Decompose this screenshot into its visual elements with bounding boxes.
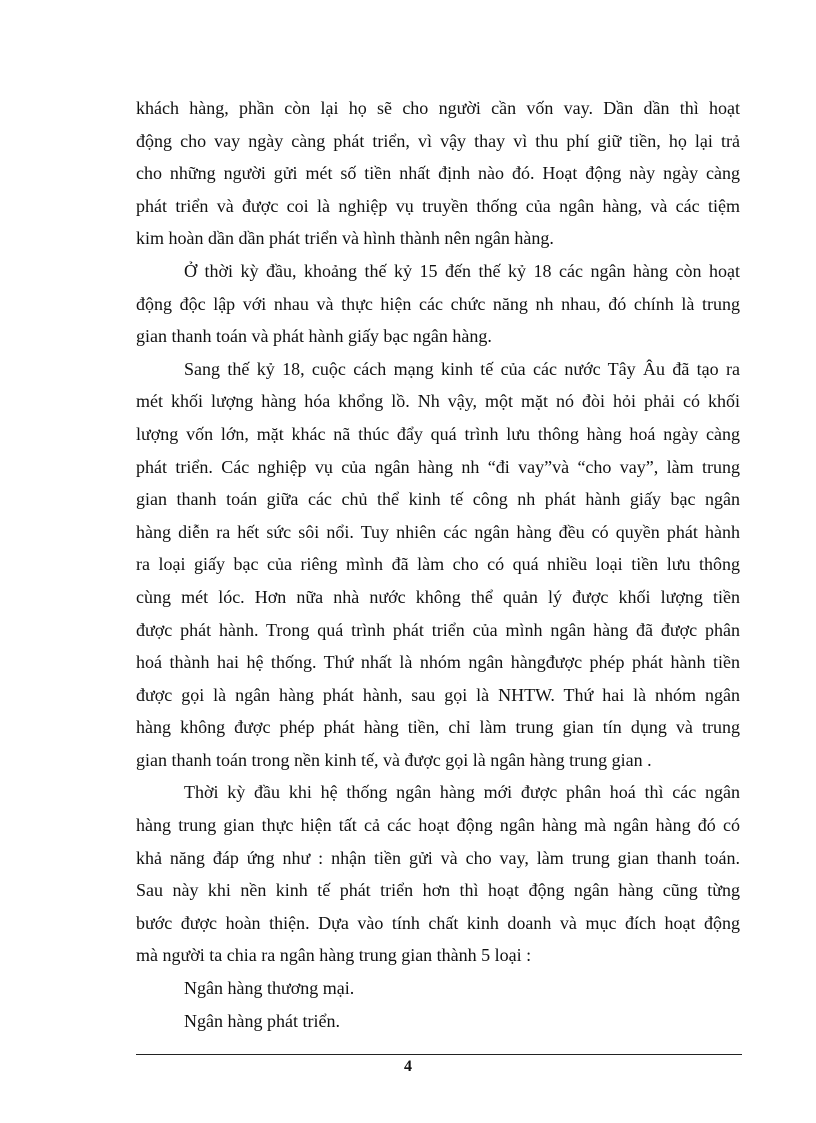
list-item: Ngân hàng phát triển. [184, 1010, 340, 1031]
paragraph-start-line: Thời kỳ đầu khi hệ thống ngân hàng mới được phân hoá thì các ngân [184, 782, 740, 803]
text-line: gian thanh toán trong nền kinh tế, và được gọi là ngân hàng trung gian . [136, 749, 652, 770]
text-line: phát triển và được coi là nghiệp vụ truyền thống của ngân hàng, và các tiệm [136, 195, 740, 216]
text-line: được phát hành. Trong quá trình phát triển của mình ngân hàng đã được phân [136, 619, 740, 640]
text-line: khả năng đáp ứng như : nhận tiền gửi và cho vay, làm trung gian thanh toán. [136, 847, 740, 868]
text-line: cho những người gửi mét số tiền nhất định nào đó. Hoạt động này ngày càng [136, 163, 740, 184]
document-body [136, 92, 740, 1037]
footer-divider [136, 1054, 742, 1055]
text-line: hoá thành hai hệ thống. Thứ nhất là nhóm ngân hàngđược phép phát hành tiền [136, 652, 740, 673]
text-line: được gọi là ngân hàng phát hành, sau gọi là NHTW. Thứ hai là nhóm ngân [136, 684, 740, 705]
paragraph-start-line: Ở thời kỳ đầu, khoảng thế kỷ 15 đến thế kỷ 18 các ngân hàng còn hoạt [184, 260, 740, 281]
text-line: lượng vốn lớn, mặt khác nã thúc đẩy quá trình lưu thông hàng hoá ngày càng [136, 423, 740, 444]
list-item: Ngân hàng thương mại. [184, 978, 355, 999]
text-line: hàng diễn ra hết sức sôi nổi. Tuy nhiên các ngân hàng đều có quyền phát hành [136, 521, 740, 542]
text-line: kim hoàn dần dần phát triển và hình thành nên ngân hàng. [136, 228, 554, 249]
text-line: cùng mét lóc. Hơn nữa nhà nước không thể quản lý được khối lượng tiền [136, 586, 740, 607]
text-line: động cho vay ngày càng phát triển, vì vậy thay vì thu phí giữ tiền, họ lại trả [136, 130, 740, 151]
text-line: gian thanh toán và phát hành giấy bạc ngân hàng. [136, 326, 492, 347]
text-line: động độc lập với nhau và thực hiện các chức năng nh nhau, đó chính là trung [136, 293, 740, 314]
text-line: hàng trung gian thực hiện tất cả các hoạt động ngân hàng mà ngân hàng đó có [136, 815, 740, 836]
text-line: mà người ta chia ra ngân hàng trung gian thành 5 loại : [136, 945, 532, 966]
text-line: Sau này khi nền kinh tế phát triển hơn thì hoạt động ngân hàng cũng từng [136, 880, 740, 901]
text-line: mét khối lượng hàng hóa khổng lồ. Nh vậy, một mặt nó đòi hỏi phải có khối [136, 391, 740, 412]
paragraph-start-line: Sang thế kỷ 18, cuộc cách mạng kinh tế của các nước Tây Âu đã tạo ra [184, 358, 740, 379]
text-line: hàng không được phép phát hàng tiền, chỉ làm trung gian tín dụng và trung [136, 717, 740, 738]
text-line: khách hàng, phần còn lại họ sẽ cho người cần vốn vay. Dần dần thì hoạt [136, 98, 740, 118]
text-line: ra loại giấy bạc của riêng mình đã làm cho có quá nhiều loại tiền lưu thông [136, 554, 740, 575]
page-number: 4 [404, 1058, 412, 1075]
text-line: bước được hoàn thiện. Dựa vào tính chất kinh doanh và mục đích hoạt động [136, 912, 740, 933]
text-line: phát triển. Các nghiệp vụ của ngân hàng nh “đi vay”và “cho vay”, làm trung [136, 456, 740, 477]
text-line: gian thanh toán giữa các chủ thể kinh tế công nh phát hành giấy bạc ngân [136, 489, 740, 510]
